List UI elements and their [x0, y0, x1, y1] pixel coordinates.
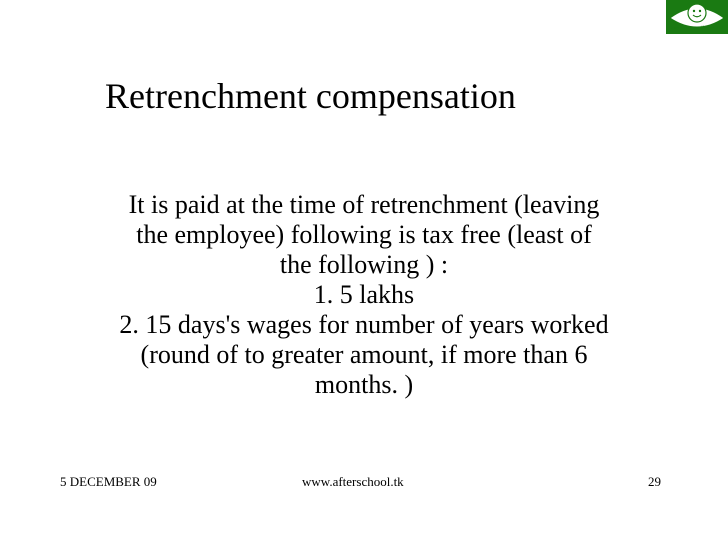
body-line: 2. 15 days's wages for number of years worked — [119, 310, 609, 339]
slide-body — [0, 190, 728, 400]
body-line: (round of to greater amount, if more than 6 — [140, 340, 588, 369]
body-line: It is paid at the time of retrenchment (leaving — [128, 190, 600, 219]
body-line: 1. 5 lakhs — [313, 280, 415, 309]
footer-site: www.afterschool.tk — [302, 474, 404, 489]
footer-page-number: 29 — [648, 474, 661, 489]
svg-text:See change the world: See change the world — [670, 26, 724, 31]
smiley-eye-logo-icon — [666, 0, 728, 34]
body-line: months. ) — [314, 370, 414, 399]
body-line: the following ) : — [279, 250, 449, 279]
footer-date: 5 DECEMBER 09 — [60, 474, 157, 489]
body-line: the employee) following is tax free (least of — [136, 220, 592, 249]
slide-title: Retrenchment compensation — [105, 76, 516, 116]
